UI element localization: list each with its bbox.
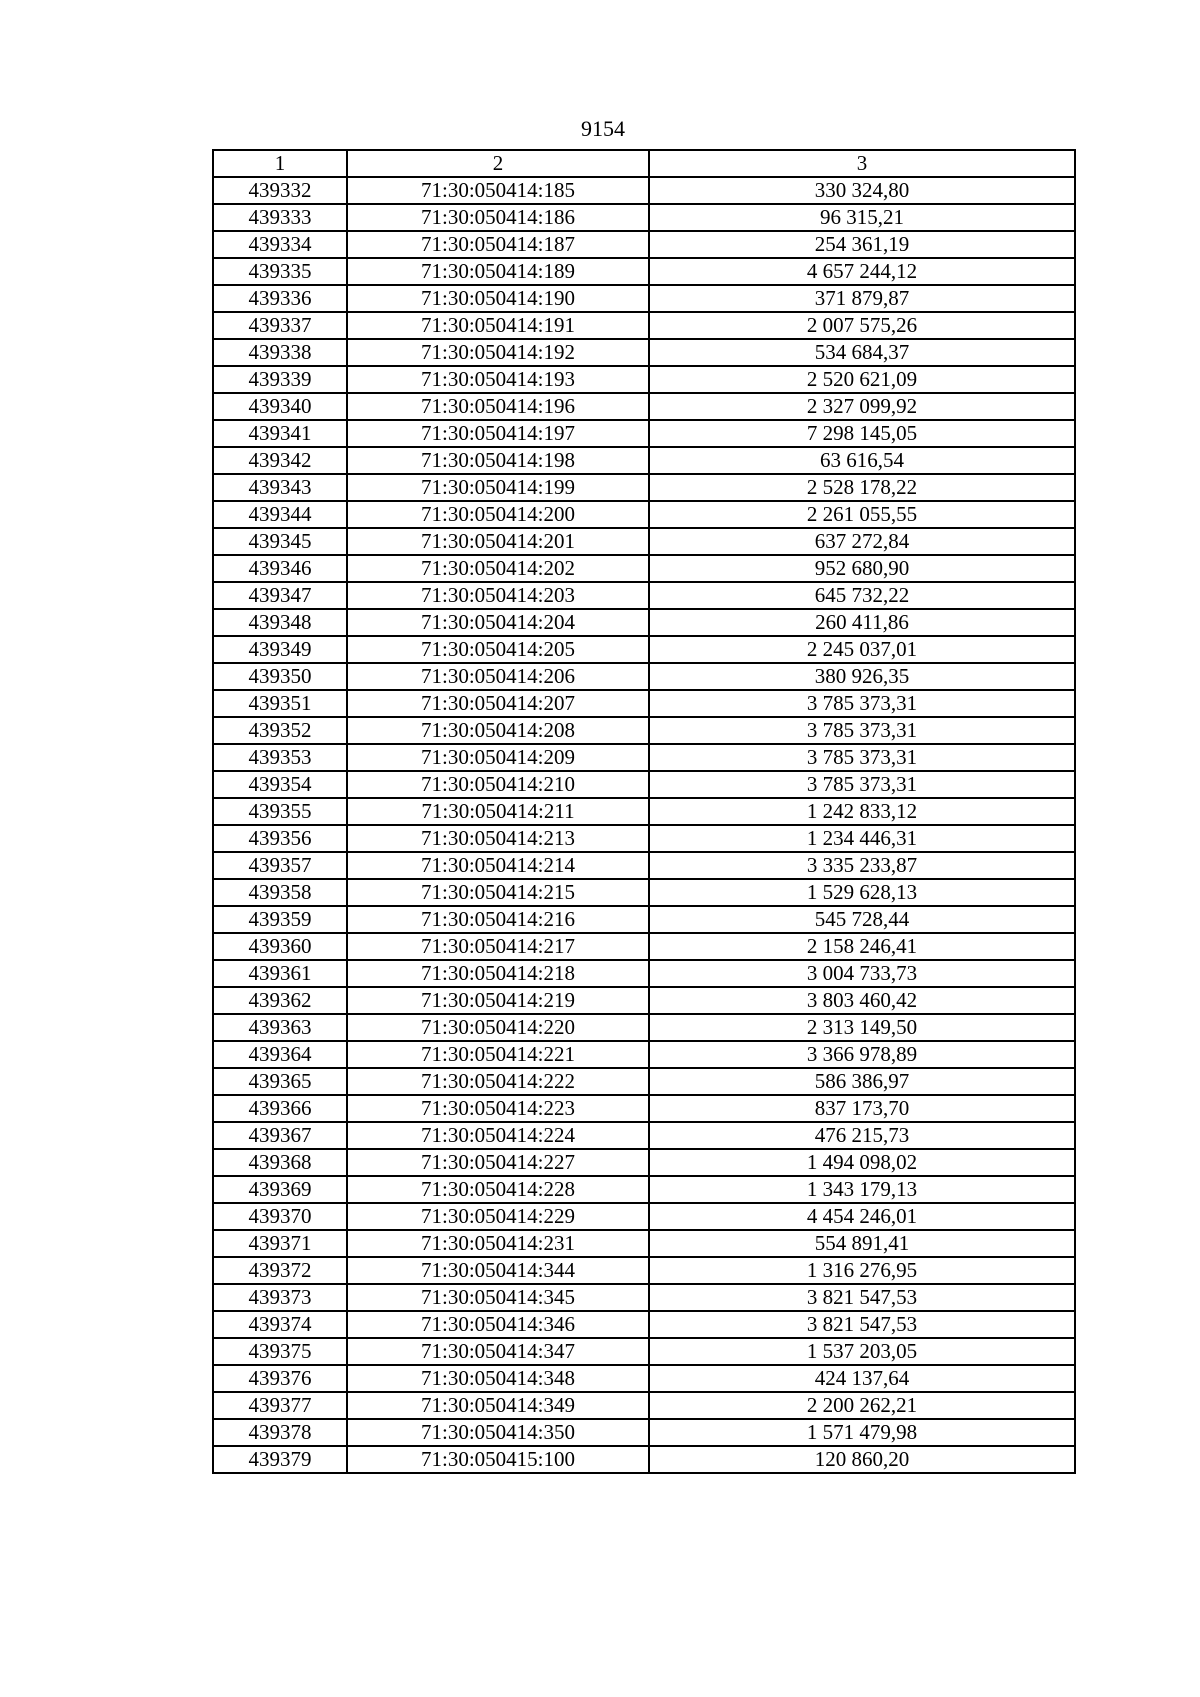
cell-row-number: 439361 [213, 960, 347, 987]
table-row [213, 987, 1075, 1014]
cell-value: 3 785 373,31 [649, 690, 1075, 717]
cell-value: 2 327 099,92 [649, 393, 1075, 420]
cell-cadastral-number: 71:30:050414:344 [347, 1257, 649, 1284]
cell-cadastral-number: 71:30:050414:198 [347, 447, 649, 474]
table-row [213, 339, 1075, 366]
table-row [213, 1419, 1075, 1446]
cell-row-number: 439366 [213, 1095, 347, 1122]
table-row [213, 1284, 1075, 1311]
cell-value: 371 879,87 [649, 285, 1075, 312]
cell-value: 330 324,80 [649, 177, 1075, 204]
table-row [213, 744, 1075, 771]
cell-cadastral-number: 71:30:050414:208 [347, 717, 649, 744]
cell-row-number: 439353 [213, 744, 347, 771]
cell-value: 534 684,37 [649, 339, 1075, 366]
cell-value: 554 891,41 [649, 1230, 1075, 1257]
cell-row-number: 439355 [213, 798, 347, 825]
cell-value: 424 137,64 [649, 1365, 1075, 1392]
header-cell-1: 1 [213, 150, 347, 177]
table-row [213, 825, 1075, 852]
cell-value: 837 173,70 [649, 1095, 1075, 1122]
cell-value: 476 215,73 [649, 1122, 1075, 1149]
table-row [213, 1230, 1075, 1257]
cell-cadastral-number: 71:30:050415:100 [347, 1446, 649, 1473]
cell-value: 2 520 621,09 [649, 366, 1075, 393]
cell-value: 2 245 037,01 [649, 636, 1075, 663]
cell-cadastral-number: 71:30:050414:345 [347, 1284, 649, 1311]
cell-value: 3 785 373,31 [649, 717, 1075, 744]
cell-row-number: 439335 [213, 258, 347, 285]
cell-cadastral-number: 71:30:050414:350 [347, 1419, 649, 1446]
cell-value: 2 261 055,55 [649, 501, 1075, 528]
cell-value: 1 494 098,02 [649, 1149, 1075, 1176]
cell-row-number: 439334 [213, 231, 347, 258]
cell-row-number: 439351 [213, 690, 347, 717]
cell-value: 3 803 460,42 [649, 987, 1075, 1014]
cell-value: 952 680,90 [649, 555, 1075, 582]
cell-row-number: 439371 [213, 1230, 347, 1257]
table-row [213, 1014, 1075, 1041]
table-row [213, 420, 1075, 447]
table-row [213, 1338, 1075, 1365]
cell-cadastral-number: 71:30:050414:203 [347, 582, 649, 609]
cell-cadastral-number: 71:30:050414:216 [347, 906, 649, 933]
cell-row-number: 439340 [213, 393, 347, 420]
cell-value: 1 316 276,95 [649, 1257, 1075, 1284]
cell-value: 63 616,54 [649, 447, 1075, 474]
cell-value: 2 007 575,26 [649, 312, 1075, 339]
cell-value: 4 657 244,12 [649, 258, 1075, 285]
table-row [213, 798, 1075, 825]
table-row [213, 312, 1075, 339]
table-row [213, 474, 1075, 501]
cell-cadastral-number: 71:30:050414:197 [347, 420, 649, 447]
cell-cadastral-number: 71:30:050414:222 [347, 1068, 649, 1095]
table-row [213, 771, 1075, 798]
cell-cadastral-number: 71:30:050414:199 [347, 474, 649, 501]
cell-row-number: 439378 [213, 1419, 347, 1446]
cell-cadastral-number: 71:30:050414:210 [347, 771, 649, 798]
cell-cadastral-number: 71:30:050414:214 [347, 852, 649, 879]
cell-value: 3 785 373,31 [649, 771, 1075, 798]
table-body [213, 150, 1075, 1473]
cell-row-number: 439352 [213, 717, 347, 744]
table-row [213, 636, 1075, 663]
cell-row-number: 439347 [213, 582, 347, 609]
cell-value: 586 386,97 [649, 1068, 1075, 1095]
table-row [213, 1257, 1075, 1284]
cell-cadastral-number: 71:30:050414:209 [347, 744, 649, 771]
cell-cadastral-number: 71:30:050414:196 [347, 393, 649, 420]
cell-cadastral-number: 71:30:050414:202 [347, 555, 649, 582]
cell-value: 260 411,86 [649, 609, 1075, 636]
cell-row-number: 439359 [213, 906, 347, 933]
cell-row-number: 439370 [213, 1203, 347, 1230]
table-row [213, 285, 1075, 312]
cell-row-number: 439377 [213, 1392, 347, 1419]
table-row [213, 1122, 1075, 1149]
cell-value: 1 343 179,13 [649, 1176, 1075, 1203]
cell-value: 380 926,35 [649, 663, 1075, 690]
table-row [213, 1365, 1075, 1392]
cell-value: 4 454 246,01 [649, 1203, 1075, 1230]
table-row [213, 1149, 1075, 1176]
cell-cadastral-number: 71:30:050414:192 [347, 339, 649, 366]
cell-row-number: 439358 [213, 879, 347, 906]
cell-cadastral-number: 71:30:050414:186 [347, 204, 649, 231]
cell-value: 96 315,21 [649, 204, 1075, 231]
cell-row-number: 439337 [213, 312, 347, 339]
table-row [213, 717, 1075, 744]
cell-value: 1 529 628,13 [649, 879, 1075, 906]
cell-row-number: 439376 [213, 1365, 347, 1392]
table-row [213, 663, 1075, 690]
cell-row-number: 439365 [213, 1068, 347, 1095]
cell-row-number: 439373 [213, 1284, 347, 1311]
cell-row-number: 439345 [213, 528, 347, 555]
table-row [213, 933, 1075, 960]
cell-row-number: 439354 [213, 771, 347, 798]
cell-row-number: 439374 [213, 1311, 347, 1338]
cell-cadastral-number: 71:30:050414:228 [347, 1176, 649, 1203]
cell-value: 545 728,44 [649, 906, 1075, 933]
table-row [213, 1392, 1075, 1419]
table-row [213, 204, 1075, 231]
cell-row-number: 439368 [213, 1149, 347, 1176]
cell-value: 645 732,22 [649, 582, 1075, 609]
table-row [213, 1176, 1075, 1203]
cell-value: 3 821 547,53 [649, 1311, 1075, 1338]
table-row [213, 906, 1075, 933]
table-row [213, 1095, 1075, 1122]
cell-cadastral-number: 71:30:050414:205 [347, 636, 649, 663]
cell-cadastral-number: 71:30:050414:347 [347, 1338, 649, 1365]
cell-cadastral-number: 71:30:050414:348 [347, 1365, 649, 1392]
cell-cadastral-number: 71:30:050414:231 [347, 1230, 649, 1257]
cell-cadastral-number: 71:30:050414:218 [347, 960, 649, 987]
cell-cadastral-number: 71:30:050414:215 [347, 879, 649, 906]
table-row [213, 582, 1075, 609]
cell-cadastral-number: 71:30:050414:201 [347, 528, 649, 555]
data-table [212, 149, 1076, 1474]
cell-value: 3 785 373,31 [649, 744, 1075, 771]
cell-value: 120 860,20 [649, 1446, 1075, 1473]
cell-cadastral-number: 71:30:050414:211 [347, 798, 649, 825]
cell-row-number: 439357 [213, 852, 347, 879]
cell-cadastral-number: 71:30:050414:190 [347, 285, 649, 312]
table-row [213, 609, 1075, 636]
table-row [213, 231, 1075, 258]
cell-value: 2 528 178,22 [649, 474, 1075, 501]
cell-row-number: 439336 [213, 285, 347, 312]
cell-row-number: 439339 [213, 366, 347, 393]
cell-cadastral-number: 71:30:050414:221 [347, 1041, 649, 1068]
cell-row-number: 439338 [213, 339, 347, 366]
cell-cadastral-number: 71:30:050414:187 [347, 231, 649, 258]
cell-cadastral-number: 71:30:050414:349 [347, 1392, 649, 1419]
cell-row-number: 439364 [213, 1041, 347, 1068]
cell-cadastral-number: 71:30:050414:219 [347, 987, 649, 1014]
cell-value: 254 361,19 [649, 231, 1075, 258]
page-number: 9154 [581, 116, 625, 141]
cell-cadastral-number: 71:30:050414:213 [347, 825, 649, 852]
cell-row-number: 439343 [213, 474, 347, 501]
cell-row-number: 439367 [213, 1122, 347, 1149]
cell-row-number: 439372 [213, 1257, 347, 1284]
cell-value: 3 821 547,53 [649, 1284, 1075, 1311]
table-row [213, 501, 1075, 528]
table-row [213, 1041, 1075, 1068]
cell-cadastral-number: 71:30:050414:223 [347, 1095, 649, 1122]
table-header-row [213, 150, 1075, 177]
cell-cadastral-number: 71:30:050414:220 [347, 1014, 649, 1041]
table-row [213, 393, 1075, 420]
cell-value: 1 242 833,12 [649, 798, 1075, 825]
cell-cadastral-number: 71:30:050414:191 [347, 312, 649, 339]
cell-cadastral-number: 71:30:050414:206 [347, 663, 649, 690]
table-row [213, 1311, 1075, 1338]
cell-cadastral-number: 71:30:050414:185 [347, 177, 649, 204]
cell-cadastral-number: 71:30:050414:229 [347, 1203, 649, 1230]
cell-cadastral-number: 71:30:050414:217 [347, 933, 649, 960]
table-row [213, 690, 1075, 717]
cell-row-number: 439360 [213, 933, 347, 960]
cell-row-number: 439369 [213, 1176, 347, 1203]
cell-row-number: 439379 [213, 1446, 347, 1473]
table-row [213, 852, 1075, 879]
header-cell-3: 3 [649, 150, 1075, 177]
cell-cadastral-number: 71:30:050414:207 [347, 690, 649, 717]
table-row [213, 177, 1075, 204]
cell-cadastral-number: 71:30:050414:224 [347, 1122, 649, 1149]
cell-row-number: 439349 [213, 636, 347, 663]
cell-value: 1 571 479,98 [649, 1419, 1075, 1446]
cell-row-number: 439375 [213, 1338, 347, 1365]
table-row [213, 258, 1075, 285]
table-row [213, 879, 1075, 906]
cell-cadastral-number: 71:30:050414:193 [347, 366, 649, 393]
cell-value: 2 200 262,21 [649, 1392, 1075, 1419]
cell-row-number: 439344 [213, 501, 347, 528]
cell-row-number: 439362 [213, 987, 347, 1014]
cell-value: 1 234 446,31 [649, 825, 1075, 852]
cell-cadastral-number: 71:30:050414:227 [347, 1149, 649, 1176]
cell-cadastral-number: 71:30:050414:346 [347, 1311, 649, 1338]
cell-value: 3 004 733,73 [649, 960, 1075, 987]
cell-row-number: 439333 [213, 204, 347, 231]
cell-cadastral-number: 71:30:050414:189 [347, 258, 649, 285]
table-row [213, 1446, 1075, 1473]
cell-row-number: 439363 [213, 1014, 347, 1041]
table-row [213, 555, 1075, 582]
table-row [213, 366, 1075, 393]
cell-value: 1 537 203,05 [649, 1338, 1075, 1365]
cell-row-number: 439341 [213, 420, 347, 447]
cell-value: 3 335 233,87 [649, 852, 1075, 879]
cell-row-number: 439356 [213, 825, 347, 852]
table-row [213, 960, 1075, 987]
cell-cadastral-number: 71:30:050414:204 [347, 609, 649, 636]
cell-value: 2 313 149,50 [649, 1014, 1075, 1041]
cell-row-number: 439346 [213, 555, 347, 582]
table-row [213, 528, 1075, 555]
cell-value: 2 158 246,41 [649, 933, 1075, 960]
table-row [213, 1203, 1075, 1230]
table-row [213, 1068, 1075, 1095]
cell-row-number: 439348 [213, 609, 347, 636]
cell-value: 7 298 145,05 [649, 420, 1075, 447]
cell-value: 3 366 978,89 [649, 1041, 1075, 1068]
cell-row-number: 439332 [213, 177, 347, 204]
cell-value: 637 272,84 [649, 528, 1075, 555]
cell-row-number: 439342 [213, 447, 347, 474]
cell-row-number: 439350 [213, 663, 347, 690]
cell-cadastral-number: 71:30:050414:200 [347, 501, 649, 528]
header-cell-2: 2 [347, 150, 649, 177]
table-row [213, 447, 1075, 474]
